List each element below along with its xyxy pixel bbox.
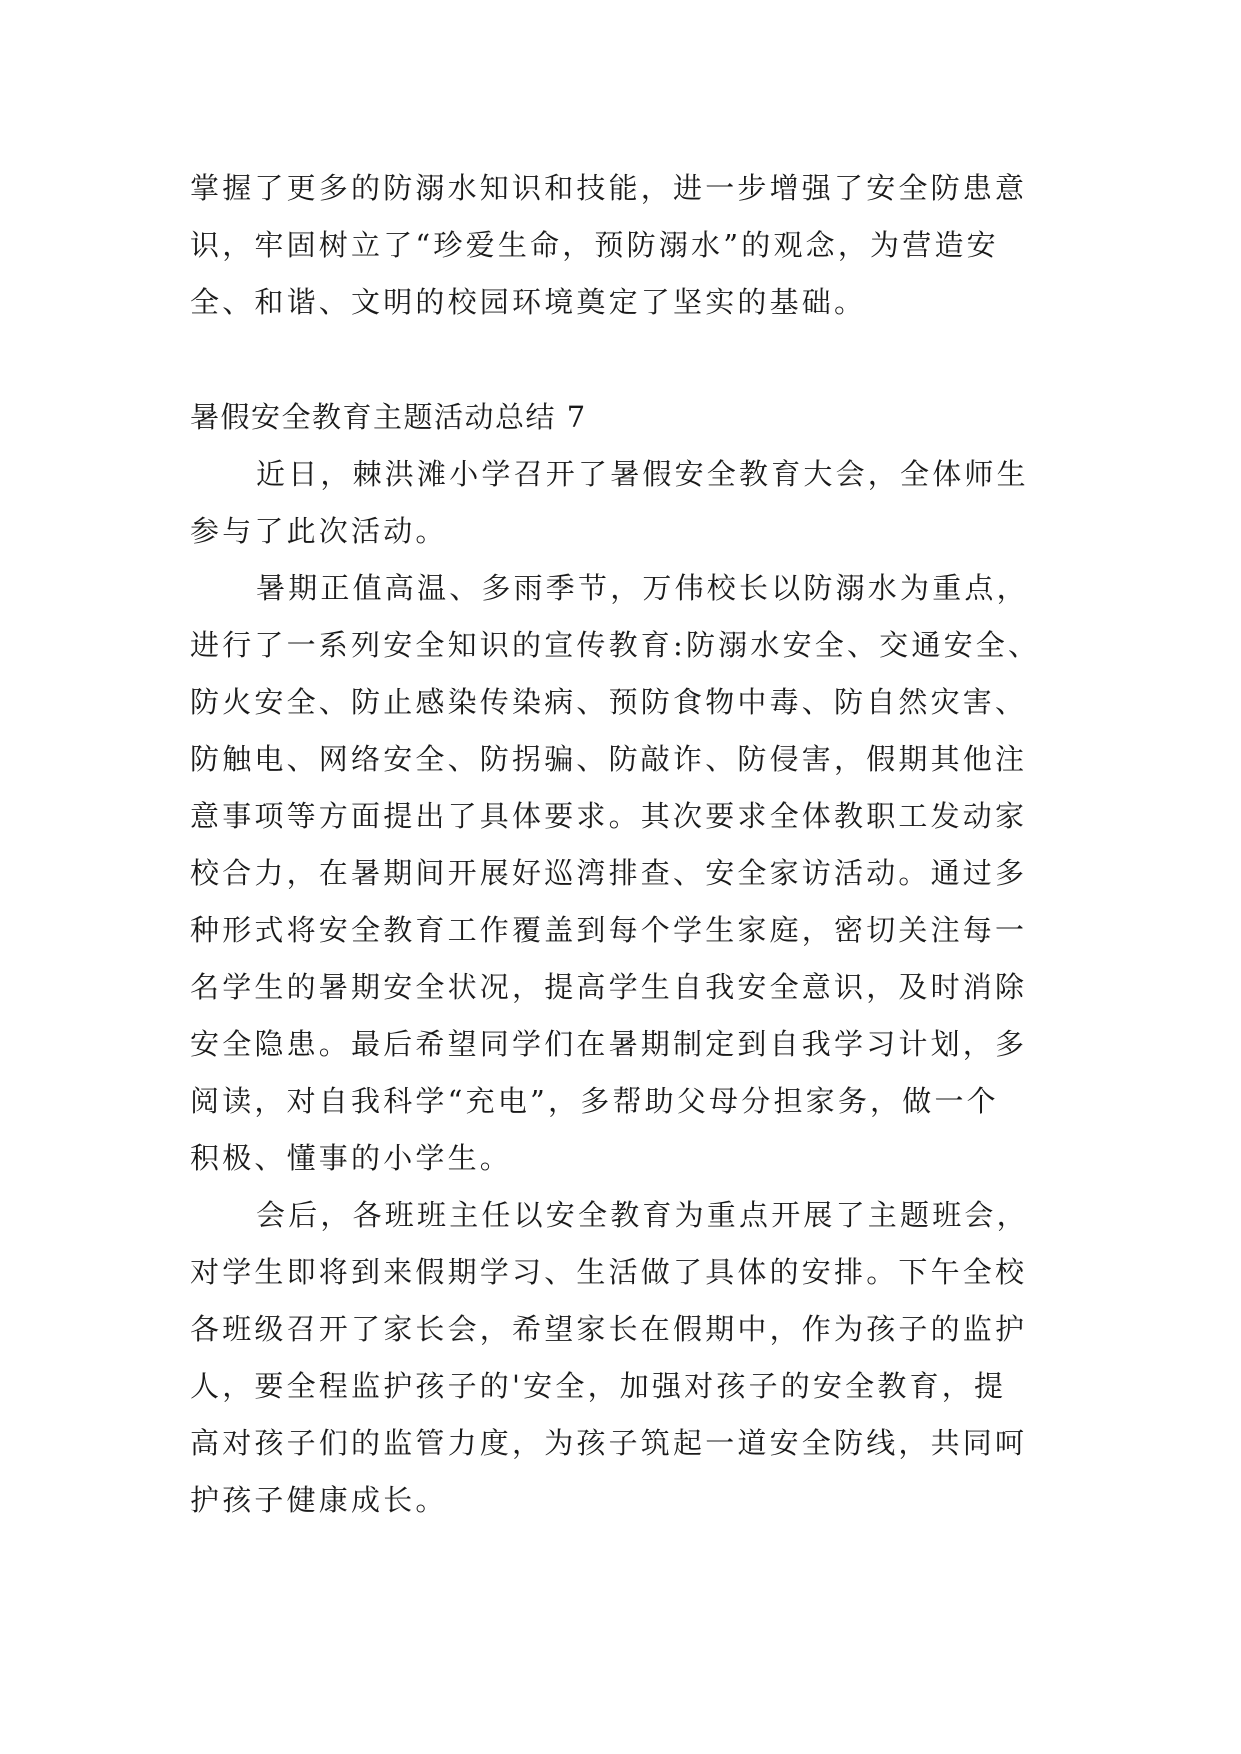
text-line: 对学生即将到来假期学习、生活做了具体的安排。下午全校 [190, 1255, 1028, 1289]
text-line: 参与了此次活动。 [190, 514, 448, 548]
paragraph-2 [190, 560, 1052, 1187]
text-line: 近日，棘洪滩小学召开了暑假安全教育大会，全体师生 [256, 457, 1029, 491]
text-line: 进行了一系列安全知识的宣传教育:防溺水安全、交通安全、 [190, 628, 1041, 662]
text-line: 全、和谐、文明的校园环境奠定了坚实的基础。 [190, 285, 867, 319]
paragraph-3 [190, 1187, 1052, 1529]
text-line: 防触电、网络安全、防拐骗、防敲诈、防侵害，假期其他注 [190, 742, 1028, 776]
text-line: 护孩子健康成长。 [190, 1483, 448, 1517]
text-line: 各班级召开了家长会，希望家长在假期中，作为孩子的监护 [190, 1312, 1028, 1346]
text-line: 防火安全、防止感染传染病、预防食物中毒、防自然灾害、 [190, 685, 1028, 719]
text-line: 种形式将安全教育工作覆盖到每个学生家庭，密切关注每一 [190, 913, 1028, 947]
text-line: 校合力，在暑期间开展好巡湾排查、安全家访活动。通过多 [190, 856, 1028, 890]
text-line: 暑期正值高温、多雨季节，万伟校长以防溺水为重点， [256, 571, 1029, 605]
text-line: 掌握了更多的防溺水知识和技能，进一步增强了安全防患意 [190, 171, 1028, 205]
text-line: 阅读，对自我科学“充电”，多帮助父母分担家务，做一个 [190, 1084, 999, 1118]
paragraph-1 [190, 446, 1052, 560]
text-line: 高对孩子们的监管力度，为孩子筑起一道安全防线，共同呵 [190, 1426, 1028, 1460]
text-line: 识，牢固树立了“珍爱生命，预防溺水”的观念，为营造安 [190, 228, 999, 262]
text-line: 名学生的暑期安全状况，提高学生自我安全意识，及时消除 [190, 970, 1028, 1004]
text-line: 人，要全程监护孩子的'安全，加强对孩子的安全教育，提 [190, 1369, 1007, 1403]
section-title: 暑假安全教育主题活动总结 7 [190, 400, 587, 434]
text-line: 意事项等方面提出了具体要求。其次要求全体教职工发动家 [190, 799, 1028, 833]
paragraph-spacer [190, 331, 1052, 389]
text-line: 积极、懂事的小学生。 [190, 1141, 513, 1175]
text-line: 安全隐患。最后希望同学们在暑期制定到自我学习计划，多 [190, 1027, 1028, 1061]
intro-paragraph [190, 160, 1052, 331]
text-line: 会后，各班班主任以安全教育为重点开展了主题班会， [256, 1198, 1029, 1232]
document-body [190, 160, 1052, 1529]
